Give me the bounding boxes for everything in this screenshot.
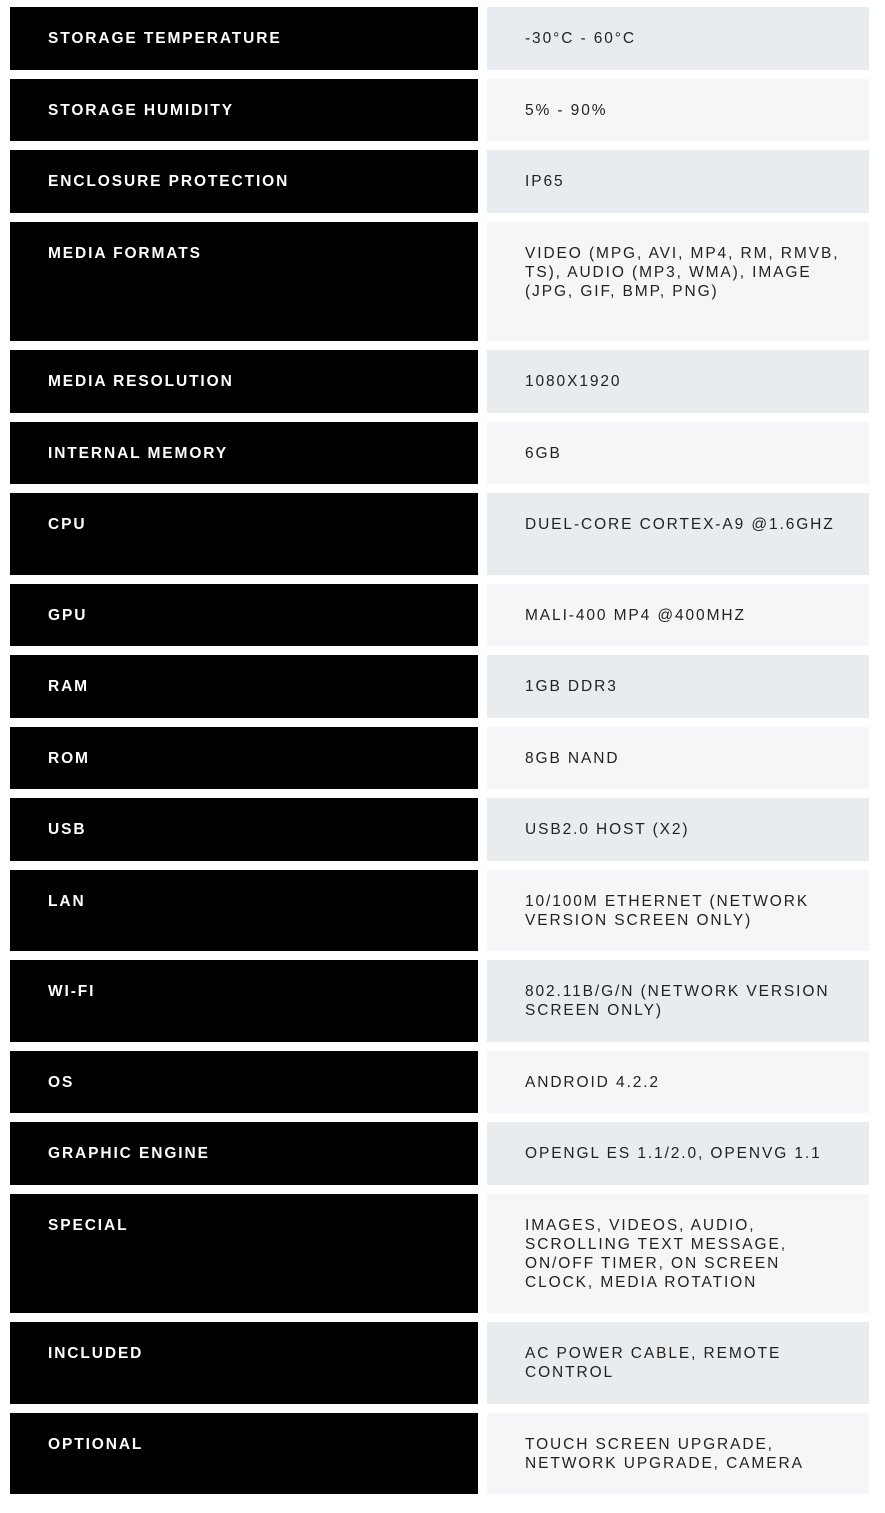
spec-row bbox=[10, 727, 869, 789]
spec-row bbox=[10, 1051, 869, 1113]
spec-row bbox=[10, 79, 869, 141]
spec-value: MALI-400 MP4 @400MHZ bbox=[487, 584, 869, 646]
spec-row bbox=[10, 150, 869, 213]
spec-value: DUEL-CORE CORTEX-A9 @1.6GHZ bbox=[487, 493, 869, 575]
spec-row bbox=[10, 655, 869, 718]
spec-row bbox=[10, 1122, 869, 1185]
spec-label: GPU bbox=[10, 584, 478, 646]
spec-value: 8GB NAND bbox=[487, 727, 869, 789]
spec-label: ENCLOSURE PROTECTION bbox=[10, 150, 478, 213]
spec-label: WI-FI bbox=[10, 960, 478, 1042]
spec-label: RAM bbox=[10, 655, 478, 718]
spec-row bbox=[10, 1413, 869, 1494]
spec-value: 1080X1920 bbox=[487, 350, 869, 413]
spec-value: TOUCH SCREEN UPGRADE, NETWORK UPGRADE, CAMERA bbox=[487, 1413, 869, 1494]
spec-label: LAN bbox=[10, 870, 478, 951]
spec-label: SPECIAL bbox=[10, 1194, 478, 1313]
spec-value: 1GB DDR3 bbox=[487, 655, 869, 718]
spec-label: MEDIA FORMATS bbox=[10, 222, 478, 341]
spec-row bbox=[10, 222, 869, 341]
spec-label: OS bbox=[10, 1051, 478, 1113]
spec-value: AC POWER CABLE, REMOTE CONTROL bbox=[487, 1322, 869, 1404]
spec-label: STORAGE TEMPERATURE bbox=[10, 7, 478, 70]
spec-label: STORAGE HUMIDITY bbox=[10, 79, 478, 141]
spec-row bbox=[10, 798, 869, 861]
spec-table bbox=[10, 7, 869, 1503]
spec-row bbox=[10, 584, 869, 646]
spec-row bbox=[10, 870, 869, 951]
spec-row bbox=[10, 422, 869, 484]
spec-label: OPTIONAL bbox=[10, 1413, 478, 1494]
spec-row bbox=[10, 493, 869, 575]
spec-value: ANDROID 4.2.2 bbox=[487, 1051, 869, 1113]
spec-value: VIDEO (MPG, AVI, MP4, RM, RMVB, TS), AUDIO (MP3, WMA), IMAGE (JPG, GIF, BMP, PNG) bbox=[487, 222, 869, 341]
spec-label: USB bbox=[10, 798, 478, 861]
spec-value: IP65 bbox=[487, 150, 869, 213]
spec-label: GRAPHIC ENGINE bbox=[10, 1122, 478, 1185]
spec-value: USB2.0 HOST (X2) bbox=[487, 798, 869, 861]
spec-row bbox=[10, 960, 869, 1042]
spec-value: 10/100M ETHERNET (NETWORK VERSION SCREEN ONLY) bbox=[487, 870, 869, 951]
spec-label: INTERNAL MEMORY bbox=[10, 422, 478, 484]
spec-label: CPU bbox=[10, 493, 478, 575]
spec-value: IMAGES, VIDEOS, AUDIO, SCROLLING TEXT MESSAGE, ON/OFF TIMER, ON SCREEN CLOCK, MEDIA ROTATION bbox=[487, 1194, 869, 1313]
spec-value: OPENGL ES 1.1/2.0, OPENVG 1.1 bbox=[487, 1122, 869, 1185]
spec-value: -30°C - 60°C bbox=[487, 7, 869, 70]
spec-label: ROM bbox=[10, 727, 478, 789]
spec-value: 6GB bbox=[487, 422, 869, 484]
spec-row bbox=[10, 1322, 869, 1404]
spec-row bbox=[10, 350, 869, 413]
spec-value: 5% - 90% bbox=[487, 79, 869, 141]
spec-row bbox=[10, 1194, 869, 1313]
spec-label: MEDIA RESOLUTION bbox=[10, 350, 478, 413]
spec-value: 802.11B/G/N (NETWORK VERSION SCREEN ONLY) bbox=[487, 960, 869, 1042]
spec-label: INCLUDED bbox=[10, 1322, 478, 1404]
spec-row bbox=[10, 7, 869, 70]
